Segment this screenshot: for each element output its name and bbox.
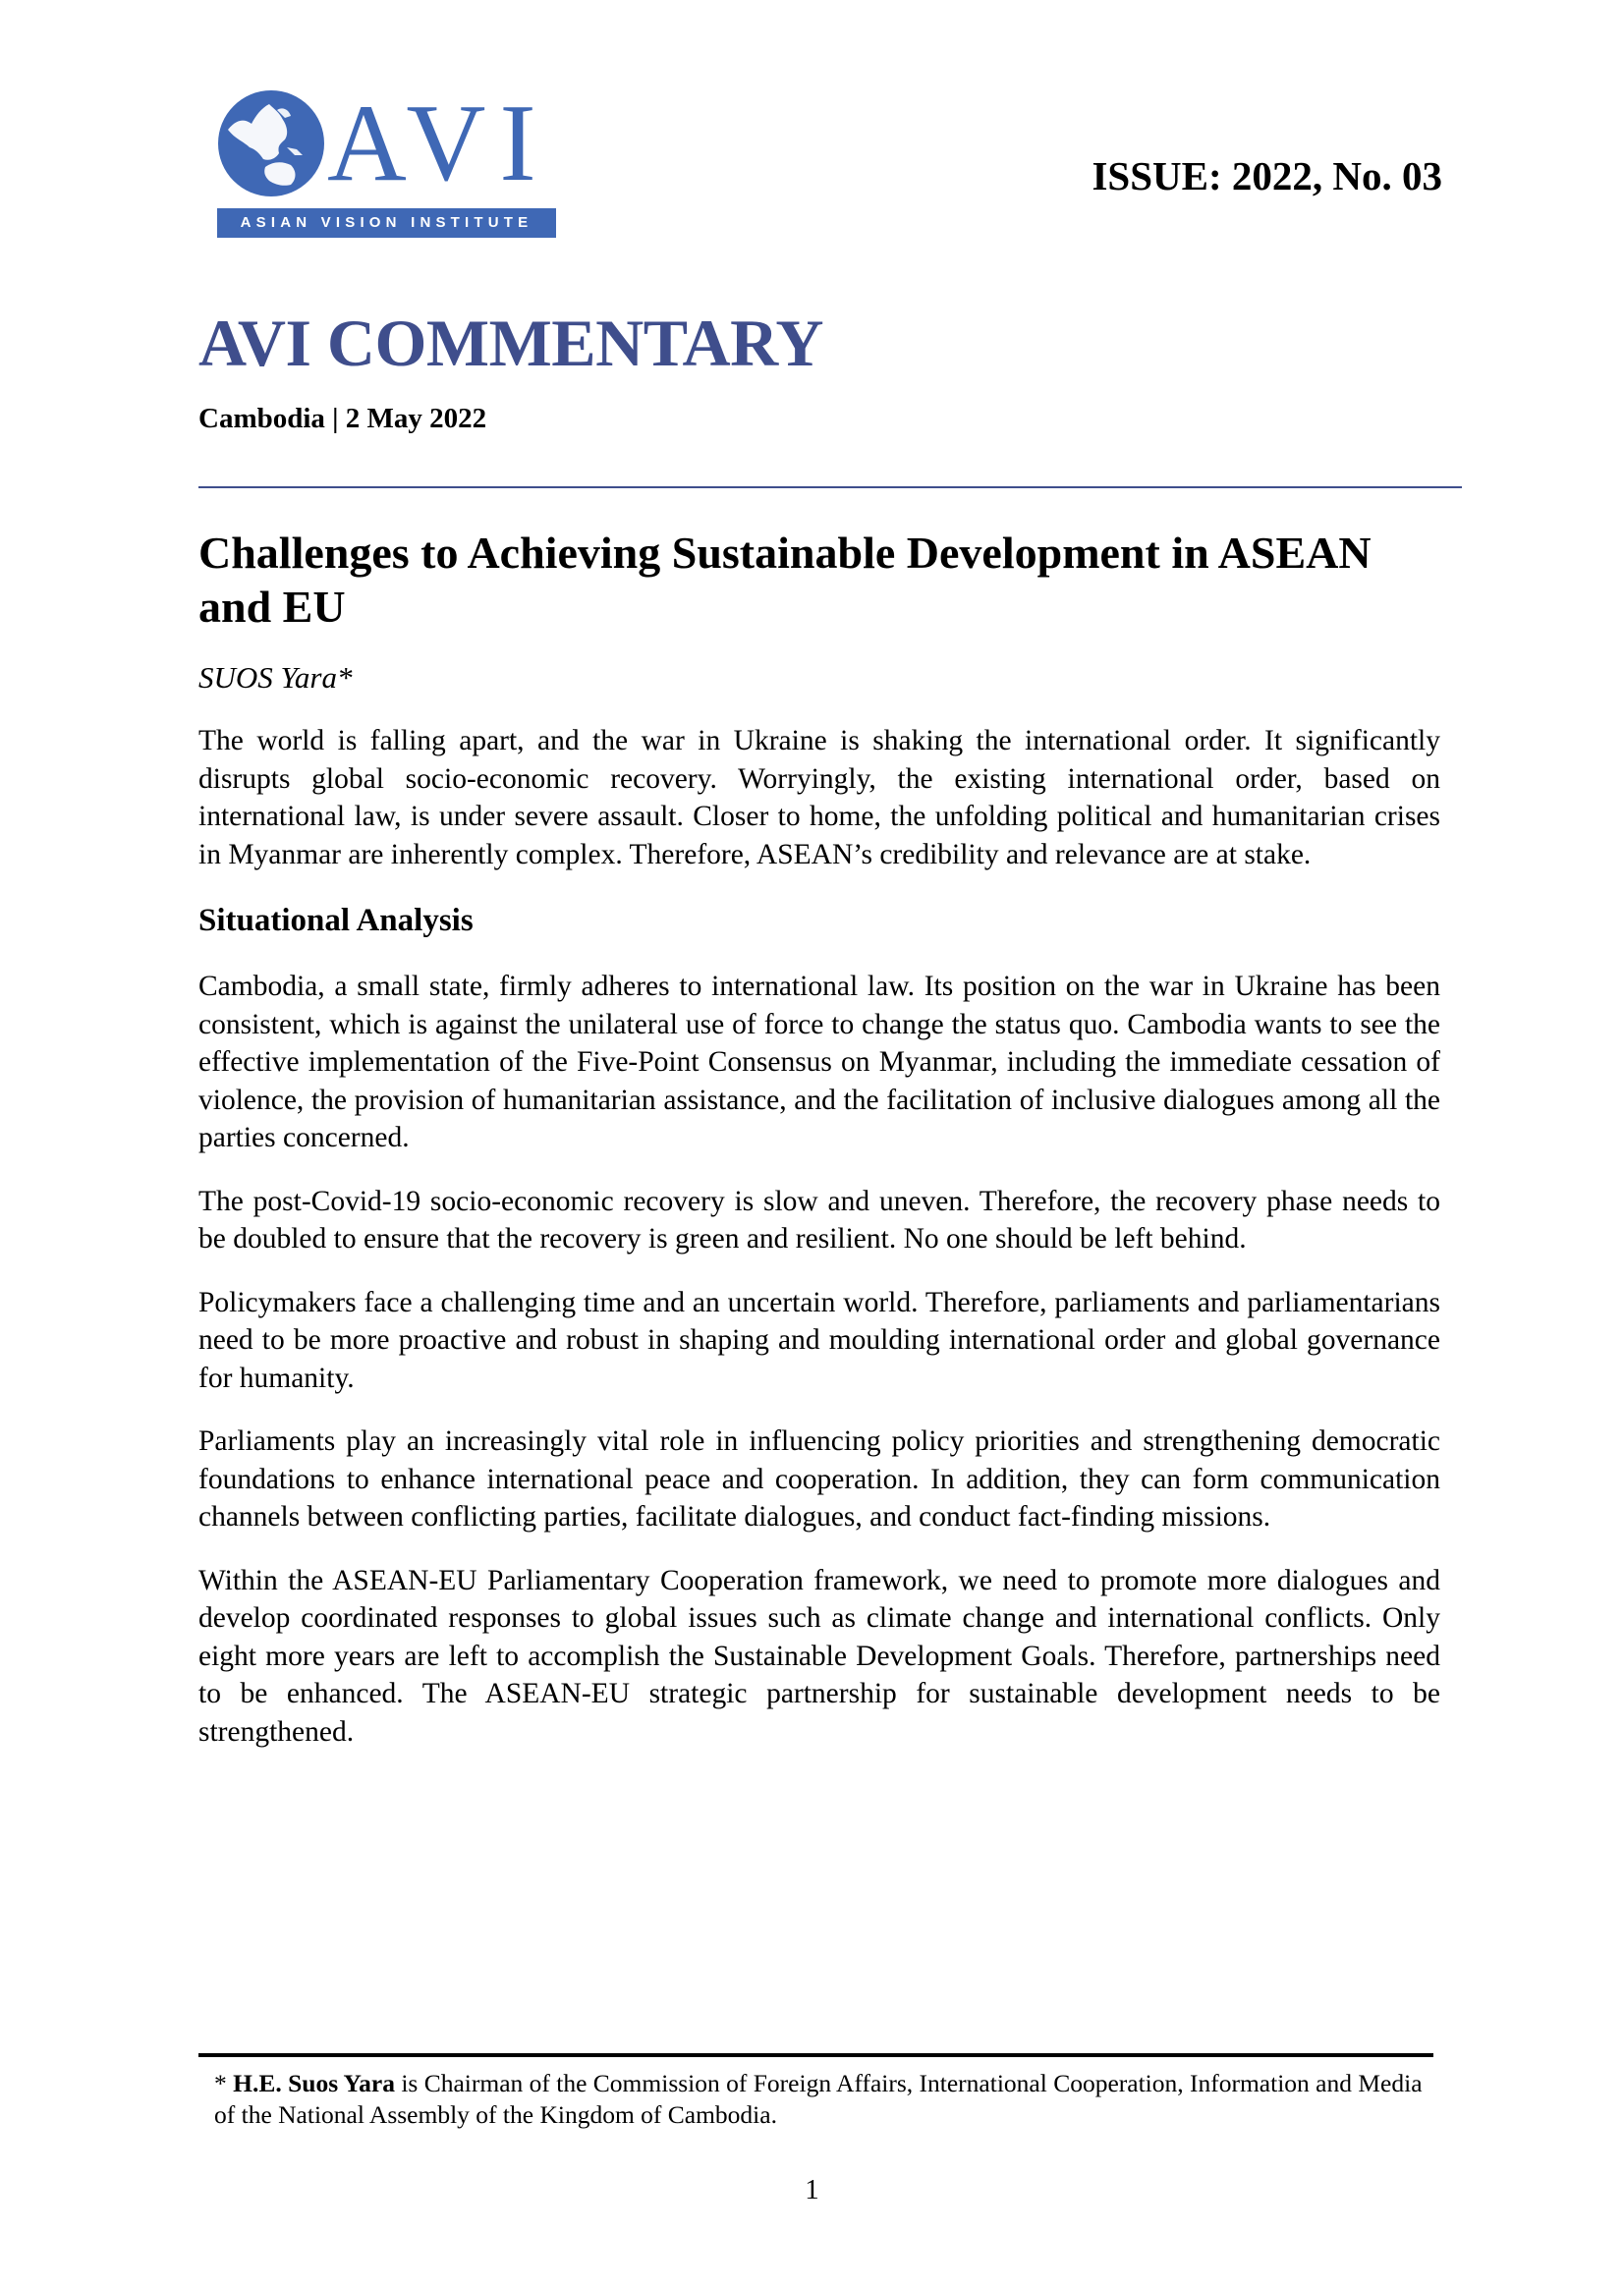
- paragraph: The post-Covid-19 socio-economic recovery is slow and uneven. Therefore, the recovery phase needs to be doubled to ensure that the recovery is green and resilient. No one should be left behind.: [198, 1185, 1440, 1255]
- author-byline: SUOS Yara*: [198, 660, 353, 695]
- series-title: AVI COMMENTARY: [198, 306, 823, 380]
- paragraph: Policymakers face a challenging time and an uncertain world. Therefore, parliaments and parliamentarians need to be more proactive and robust in shaping and moulding international order and global governance for humanity.: [198, 1286, 1440, 1394]
- paragraph: Within the ASEAN-EU Parliamentary Cooperation framework, we need to promote more dialogues and develop coordinated responses to global issues such as climate change and international conflicts. Only eight more years are left to accomplish the Sustainable Development Goals. Therefore, partnerships need to be enhanced. The ASEAN-EU strategic partnership for sustainable development needs to be strengthened.: [198, 1564, 1440, 1748]
- logo-banner: ASIAN VISION INSTITUTE: [217, 208, 556, 238]
- section-heading: Situational Analysis: [198, 903, 474, 938]
- intro-paragraph: The world is falling apart, and the war in Ukraine is shaking the international order. It significantly disrupts global socio-economic recovery. Worryingly, the existing international order, based on international law, is under severe assault. Closer to home, the unfolding political and humanitarian crises in Myanmar are inherently complex. Therefore, ASEAN’s credibility and relevance are at stake.: [198, 725, 1440, 870]
- footnote-name: H.E. Suos Yara: [233, 2069, 395, 2097]
- article-body: [198, 526, 1440, 1751]
- article-title: Challenges to Achieving Sustainable Development in ASEAN and EU: [198, 528, 1372, 632]
- logo-wordmark: AVI: [327, 83, 550, 204]
- globe-icon: [218, 90, 324, 196]
- issue-number: ISSUE: 2022, No. 03: [1092, 153, 1442, 198]
- footnote-marker: *: [214, 2069, 234, 2097]
- footnote: [214, 2068, 1432, 2131]
- avi-logo: [214, 83, 560, 242]
- paragraph: Parliaments play an increasingly vital role in influencing policy priorities and strengthening democratic foundations to enhance international peace and cooperation. In addition, they can form communication channels between conflicting parties, facilitate dialogues, and conduct fact-finding missions.: [198, 1425, 1440, 1533]
- footnote-text: is Chairman of the Commission of Foreign Affairs, International Cooperation, Information and Media of the National Assembly of the Kingdom of Cambodia.: [214, 2069, 1423, 2129]
- header-divider: [198, 486, 1462, 488]
- dateline: Cambodia | 2 May 2022: [198, 403, 487, 434]
- footnote-divider: [198, 2053, 1433, 2057]
- page-number: 1: [805, 2174, 819, 2205]
- paragraph: Cambodia, a small state, firmly adheres to international law. Its position on the war in Ukraine has been consistent, which is against the unilateral use of force to change the status quo. Cambodia wants to see the effective implementation of the Five-Point Consensus on Myanmar, including the immediate cessation of violence, the provision of humanitarian assistance, and the facilitation of inclusive dialogues among all the parties concerned.: [198, 971, 1440, 1153]
